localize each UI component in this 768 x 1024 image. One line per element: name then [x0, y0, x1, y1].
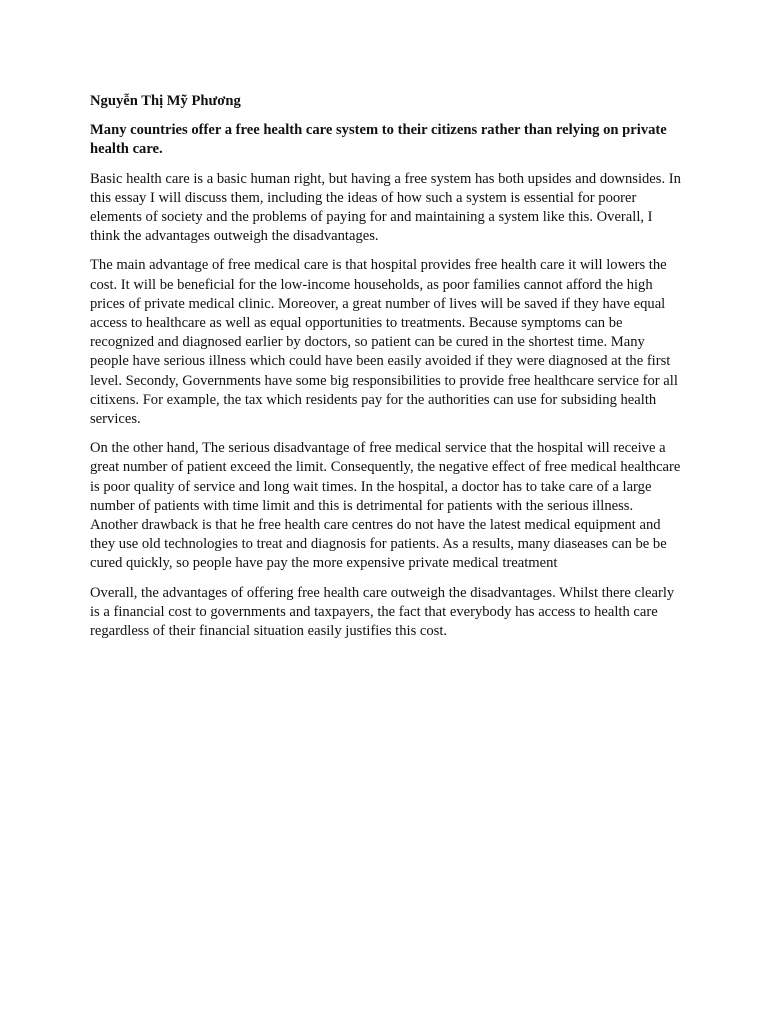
- paragraph-conclusion: Overall, the advantages of offering free health care outweigh the disadvantages. Whilst there clearly is a financial cost to governments and taxpayers, the fact that everybody has access to health care regardless of their financial situation easily justifies this cost.: [90, 584, 675, 640]
- author-name: Nguyễn Thị Mỹ Phương: [90, 93, 241, 109]
- paragraph-introduction: Basic health care is a basic human right, but having a free system has both upsides and downsides. In this essay I will discuss them, including the ideas of how such a system is essential for poorer elements of society and the problems of paying for and maintaining a system like this. Overall, I think the advantages outweigh the disadvantages.: [90, 170, 681, 245]
- essay-question: Many countries offer a free health care system to their citizens rather than relying on private health care.: [90, 122, 667, 158]
- paragraph-disadvantages: On the other hand, The serious disadvantage of free medical service that the hospital will receive a great number of patient exceed the limit. Consequently, the negative effect of free medical healthcare is poor quality of service and long wait times. In the hospital, a doctor has to take care of a large number of patients with time limit and this is detrimental for patients with the serious illness. Another drawback is that he free health care centres do not have the latest medical equipment and they use old technologies to treat and diagnosis for patients. As a results, many diaseases can be be cured quickly, so people have pay the more expensive private medical treatment: [90, 440, 681, 572]
- document-body: [90, 92, 682, 651]
- paragraph-advantages: The main advantage of free medical care is that hospital provides free health care it will lowers the cost. It will be beneficial for the low-income households, as poor families cannot afford the high prices of private medical clinic. Moreover, a great number of lives will be saved if they have equal access to healthcare as well as equal opportunities to treatments. Because symptoms can be recognized and diagnosed earlier by doctors, so patient can be cured in the shortest time. Many people have serious illness which could have been easily avoided if they were diagnosed at the first level. Secondy, Governments have some big responsibilities to provide free healthcare service for all citixens. For example, the tax which residents pay for the authorities can use for subsiding health services.: [90, 257, 678, 428]
